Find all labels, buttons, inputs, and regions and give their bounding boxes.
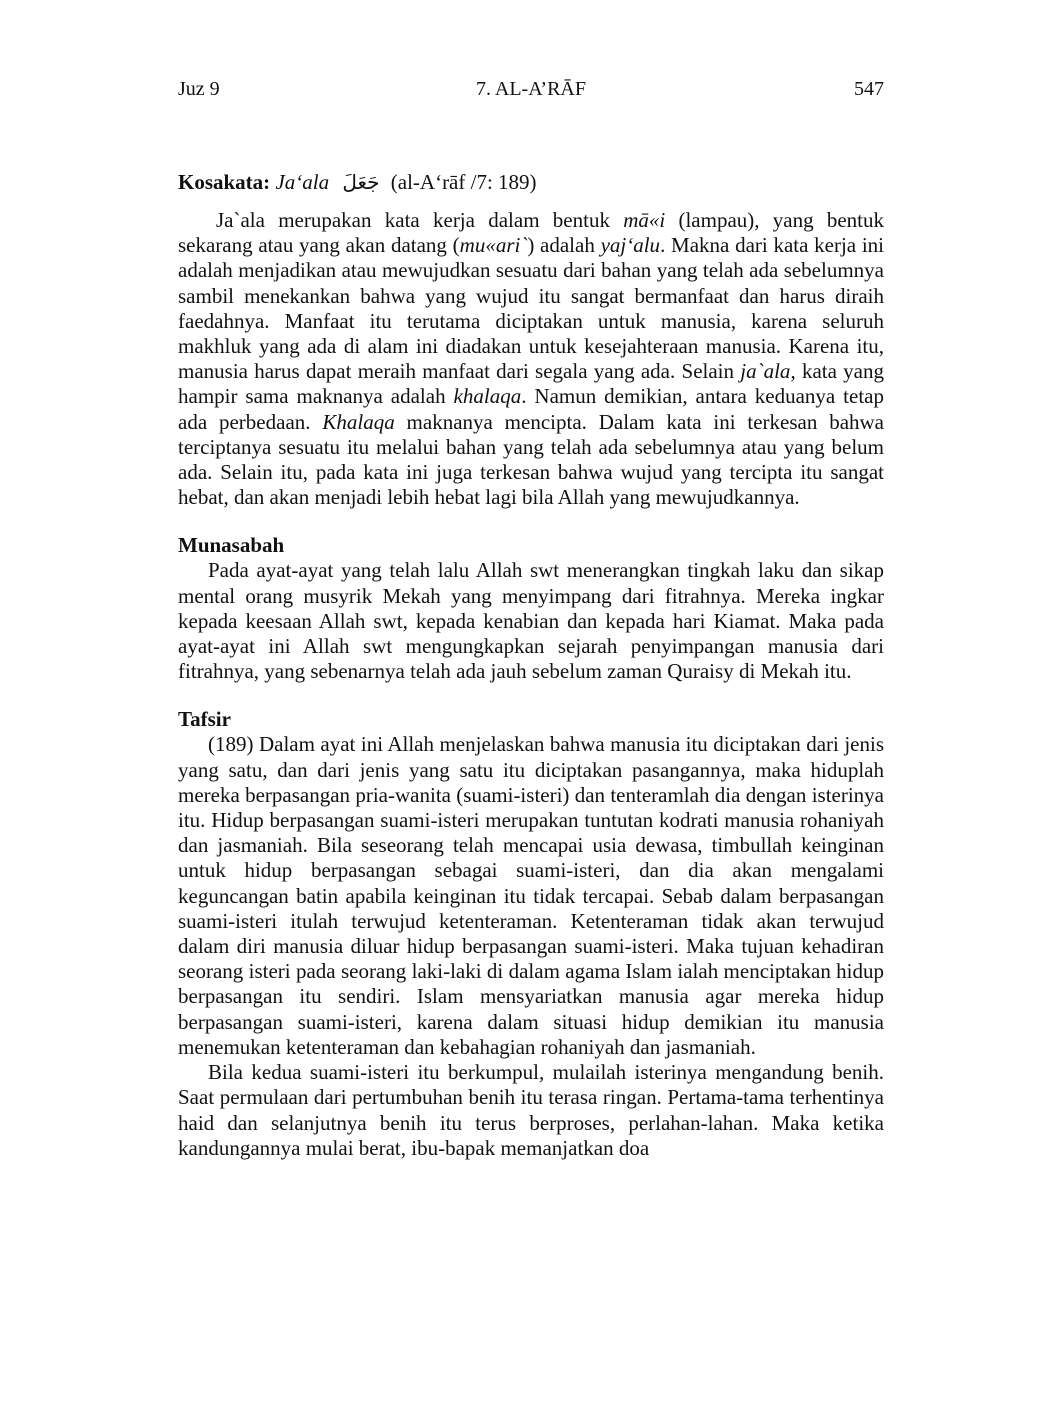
kosakata-heading xyxy=(178,168,884,196)
juz-label: Juz 9 xyxy=(178,78,220,100)
tafsir-heading: Tafsir xyxy=(178,707,231,732)
kosakata-arabic: جَعَلَ xyxy=(342,170,380,194)
kosakata-reference: (al-A‘rāf /7: 189) xyxy=(390,170,537,194)
book-page xyxy=(178,74,884,1161)
tafsir-paragraph-1: (189) Dalam ayat ini Allah menjelaskan bahwa manusia itu diciptakan dari jenis yang satu, dan dari jenis yang satu itu diciptakan pasangannya, maka hiduplah mereka berpasangan pria-wanita (suami-isteri) dan tenteramlah dia dengan isterinya itu. Hidup berpasangan suami-isteri merupakan tuntutan kodrati manusia rohaniyah dan jasmaniah. Bila seseorang telah mencapai usia dewasa, timbullah keinginan untuk hidup berpasangan sebagai suami-isteri, dan dia akan mengalami keguncangan batin apabila keinginan itu tidak tercapai. Sebab dalam berpasangan suami-isteri itulah terwujud ketenteraman. Ketenteraman tidak akan terwujud dalam diri manusia diluar hidup berpasangan suami-isteri. Maka tujuan kehadiran seorang isteri pada seorang laki-laki di dalam agama Islam ialah menciptakan hidup berpasangan itu sendiri. Islam mensyariatkan manusia agar mereka hidup berpasangan suami-isteri, karena dalam situasi hidup demikian itu manusia menemukan ketenteraman dan kebahagian rohaniyah dan jasmaniah. xyxy=(178,732,884,1059)
chapter-title: 7. AL-A’RĀF xyxy=(475,78,586,100)
munasabah-heading: Munasabah xyxy=(178,533,285,558)
kosakata-paragraph: Ja`ala merupakan kata kerja dalam bentuk mā«i (lampau), yang bentuk sekarang atau yang akan datang (mu«ari`) adalah yaj‘alu. Makna dari kata kerja ini adalah menjadikan atau mewujudkan sesuatu dari bahan yang telah ada sebelumnya sambil menekankan bahwa yang wujud itu sangat bermanfaat dan harus diraih faedahnya. Manfaat itu terutama diciptakan untuk manusia, karena seluruh makhluk yang ada di alam ini diadakan untuk kesejahteraan manusia. Karena itu, manusia harus dapat meraih manfaat dari segala yang ada. Selain ja`ala, kata yang hampir sama maknanya adalah khalaqa. Namun demikian, antara keduanya tetap ada perbedaan. Khalaqa maknanya mencipta. Dalam kata ini terkesan bahwa terciptanya sesuatu itu melalui bahan yang telah ada sebelumnya atau yang belum ada. Selain itu, pada kata ini juga terkesan bahwa wujud yang tercipta itu sangat hebat, dan akan menjadi lebih hebat lagi bila Allah yang mewujudkannya. xyxy=(178,208,885,510)
munasabah-paragraph: Pada ayat-ayat yang telah lalu Allah swt menerangkan tingkah laku dan sikap mental orang musyrik Mekah yang menyimpang dari fitrahnya. Mereka ingkar kepada keesaan Allah swt, kepada kenabian dan kepada hari Kiamat. Maka pada ayat-ayat ini Allah swt mengungkapkan sejarah penyimpangan manusia dari fitrahnya, yang sebenarnya telah ada jauh sebelum zaman Quraisy di Mekah itu. xyxy=(178,558,884,684)
kosakata-label: Kosakata: xyxy=(178,170,271,194)
tafsir-paragraph-2: Bila kedua suami-isteri itu berkumpul, mulailah isterinya mengandung benih. Saat permulaan dari pertumbuhan benih itu terasa ringan. Pertama-tama terhentinya haid dan selanjutnya benih itu terus berproses, perlahan-lahan. Maka ketika kandungannya mulai berat, ibu-bapak memanjatkan doa xyxy=(178,1060,884,1160)
page-number: 547 xyxy=(854,78,884,100)
running-head xyxy=(178,74,884,104)
kosakata-term: Ja‘ala xyxy=(275,170,330,194)
